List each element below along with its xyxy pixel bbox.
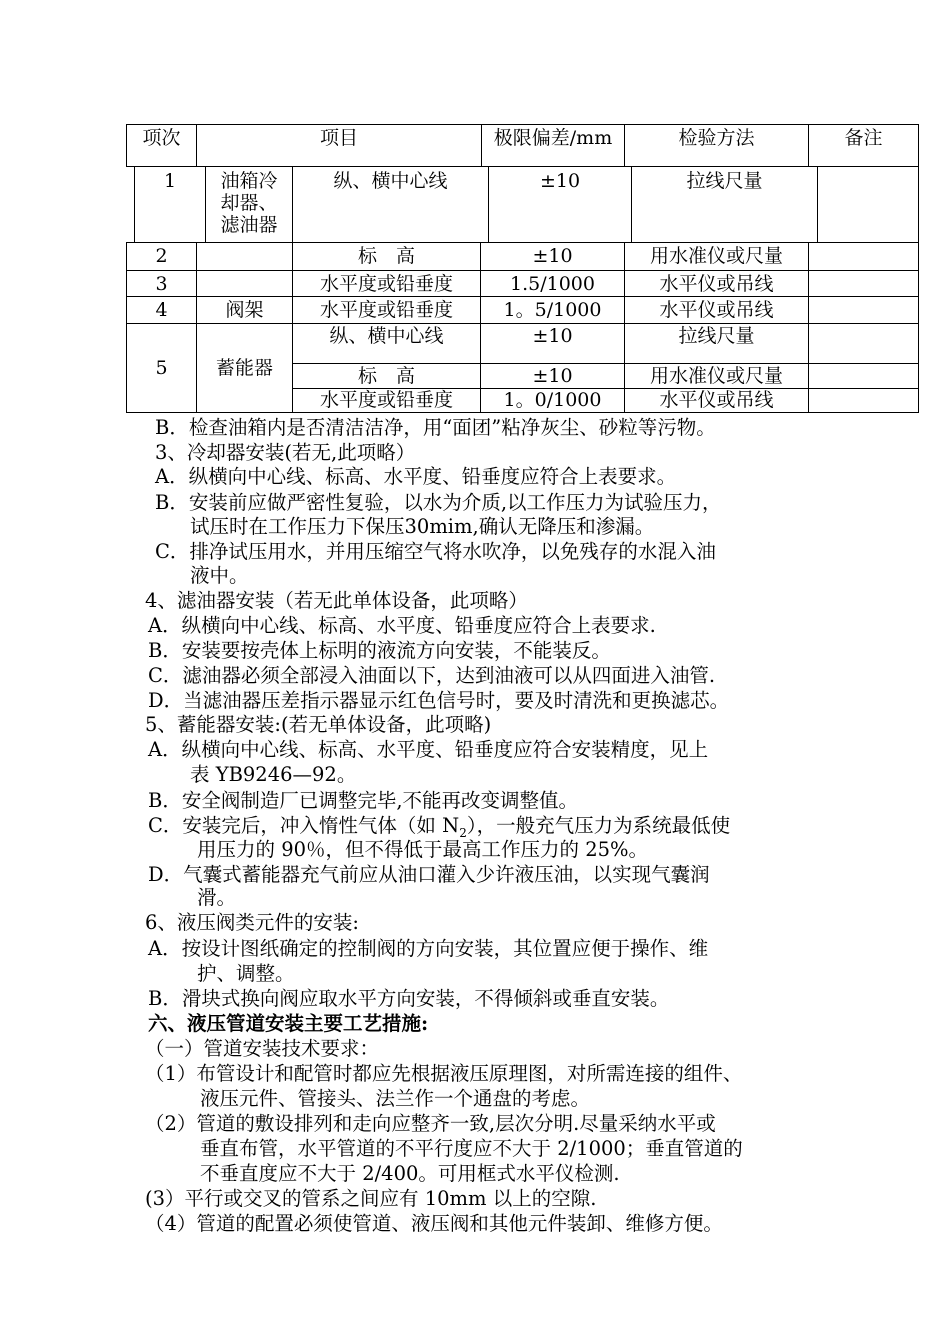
chapter-heading: 六、液压管道安装主要工艺措施: <box>148 1012 429 1035</box>
text-line <box>148 814 730 838</box>
row4-remark <box>808 296 919 324</box>
text-line: B．安装要按壳体上标明的液流方向安装，不能装反。 <box>148 639 611 662</box>
text-line: C．排净试压用水，并用压缩空气将水吹净，以免残存的水混入油 <box>155 540 716 563</box>
row4-method: 水平仪或吊线 <box>624 296 809 324</box>
row1-item: 纵、横中心线 <box>292 166 489 243</box>
row3-no: 3 <box>126 270 197 297</box>
text-line: A．纵横向中心线、标高、水平度、铅垂度应符合安装精度，见上 <box>148 738 709 761</box>
row5-group: 蓄能器 <box>196 323 293 413</box>
text-line: 试压时在工作压力下保压30mim,确认无降压和渗漏。 <box>190 515 655 538</box>
subsection-heading: （一）管道安装技术要求： <box>145 1037 380 1060</box>
text-line: 用压力的 90％，但不得低于最高工作压力的 25%。 <box>197 838 649 861</box>
text-line: B．滑块式换向阀应取水平方向安装，不得倾斜或垂直安装。 <box>148 987 670 1010</box>
row5b-method: 用水准仪或尺量 <box>624 363 809 389</box>
text-line: （2）管道的敷设排列和走向应整齐一致,层次分明.尽量采纳水平或 <box>145 1112 716 1135</box>
text-line: D．气囊式蓄能器充气前应从油口灌入少许液压油，以实现气囊润 <box>148 863 710 886</box>
row5-no: 5 <box>126 323 197 413</box>
row5a-method: 拉线尺量 <box>624 323 809 364</box>
text-line: (3）平行或交叉的管系之间应有 10mm 以上的空隙. <box>145 1187 597 1210</box>
text-line: （4）管道的配置必须使管道、液压阀和其他元件装卸、维修方便。 <box>145 1212 723 1235</box>
row4-tolerance: 1。5/1000 <box>480 296 625 324</box>
text-line: 液中。 <box>190 564 249 587</box>
row5c-remark <box>808 388 919 413</box>
text-segment: ），一般充气压力为系统最低使 <box>466 814 731 837</box>
text-line: C．滤油器必须全部浸入油面以下，达到油液可以从四面进入油管. <box>148 664 716 687</box>
header-no: 项次 <box>126 124 197 167</box>
row3-item: 水平度或铅垂度 <box>292 270 481 297</box>
row2-method: 用水准仪或尺量 <box>624 242 809 271</box>
text-line: D．当滤油器压差指示器显示红色信号时，要及时清洗和更换滤芯。 <box>148 689 730 712</box>
header-remark: 备注 <box>808 124 919 167</box>
row5a-remark <box>808 323 919 364</box>
text-line: 表 YB9246—92。 <box>190 763 357 786</box>
row5c-method: 水平仪或吊线 <box>624 388 809 413</box>
row2-item: 标 高 <box>292 242 481 271</box>
row4-item: 水平度或铅垂度 <box>292 296 481 324</box>
text-line: A．纵横向中心线、标高、水平度、铅垂度应符合上表要求. <box>148 614 656 637</box>
section-heading: 3、冷却器安装(若无,此项略） <box>155 441 416 464</box>
text-line: 垂直布管，水平管道的不平行度应不大于 2/1000；垂直管道的 <box>200 1137 743 1160</box>
row5b-remark <box>808 363 919 389</box>
text-line: A．按设计图纸确定的控制阀的方向安装，其位置应便于操作、维 <box>148 937 709 960</box>
header-item: 项目 <box>196 124 482 167</box>
section-heading: 4、滤油器安装（若无此单体设备，此项略） <box>145 589 528 612</box>
section-heading: 6、液压阀类元件的安装: <box>145 911 359 934</box>
row1-group-line3: 滤油器 <box>220 214 278 236</box>
text-line: 滑。 <box>197 886 237 909</box>
text-line: B．安全阀制造厂已调整完毕,不能再改变调整值。 <box>148 789 579 812</box>
row5a-item: 纵、横中心线 <box>292 323 481 364</box>
row3-group <box>196 270 293 297</box>
row1-group-line2: 却器、 <box>220 192 278 214</box>
text-line: A．纵横向中心线、标高、水平度、铅垂度应符合上表要求。 <box>155 465 677 488</box>
row5c-item: 水平度或铅垂度 <box>292 388 481 413</box>
text-line: 液压元件、管接头、法兰作一个通盘的考虑。 <box>200 1087 591 1110</box>
row5b-tolerance: ±10 <box>480 363 625 389</box>
row1-method: 拉线尺量 <box>631 166 818 243</box>
header-method: 检验方法 <box>624 124 809 167</box>
row1-tolerance: ±10 <box>488 166 632 243</box>
row2-no: 2 <box>126 242 197 271</box>
row1-group-line1: 油箱冷 <box>220 170 278 192</box>
row4-group: 阀架 <box>196 296 293 324</box>
header-tolerance: 极限偏差/mm <box>481 124 625 167</box>
row1-no: 1 <box>134 166 206 243</box>
row5a-tolerance: ±10 <box>480 323 625 364</box>
row3-method: 水平仪或吊线 <box>624 270 809 297</box>
row4-no: 4 <box>126 296 197 324</box>
text-line: （1）布管设计和配管时都应先根据液压原理图，对所需连接的组件、 <box>145 1062 743 1085</box>
row1-remark <box>817 166 919 243</box>
row2-tolerance: ±10 <box>480 242 625 271</box>
row5b-item: 标 高 <box>292 363 481 389</box>
text-line: B．检查油箱内是否清洁洁净，用“面团”粘净灰尘、砂粒等污物。 <box>155 416 716 439</box>
text-line: B．安装前应做严密性复验，以水为介质,以工作压力为试验压力， <box>155 491 722 514</box>
subscript: 2 <box>459 825 467 840</box>
section-heading: 5、蓄能器安装:(若无单体设备，此项略) <box>145 713 492 736</box>
text-line: 不垂直度应不大于 2/400。可用框式水平仪检测. <box>200 1162 620 1185</box>
row3-remark <box>808 270 919 297</box>
text-line: 护、调整。 <box>197 962 295 985</box>
row3-tolerance: 1.5/1000 <box>480 270 625 297</box>
row5c-tolerance: 1。0/1000 <box>480 388 625 413</box>
row1-group <box>205 166 293 243</box>
row2-group <box>196 242 293 271</box>
row2-remark <box>808 242 919 271</box>
text-segment: C．安装完后，冲入惰性气体（如 N <box>148 814 460 837</box>
